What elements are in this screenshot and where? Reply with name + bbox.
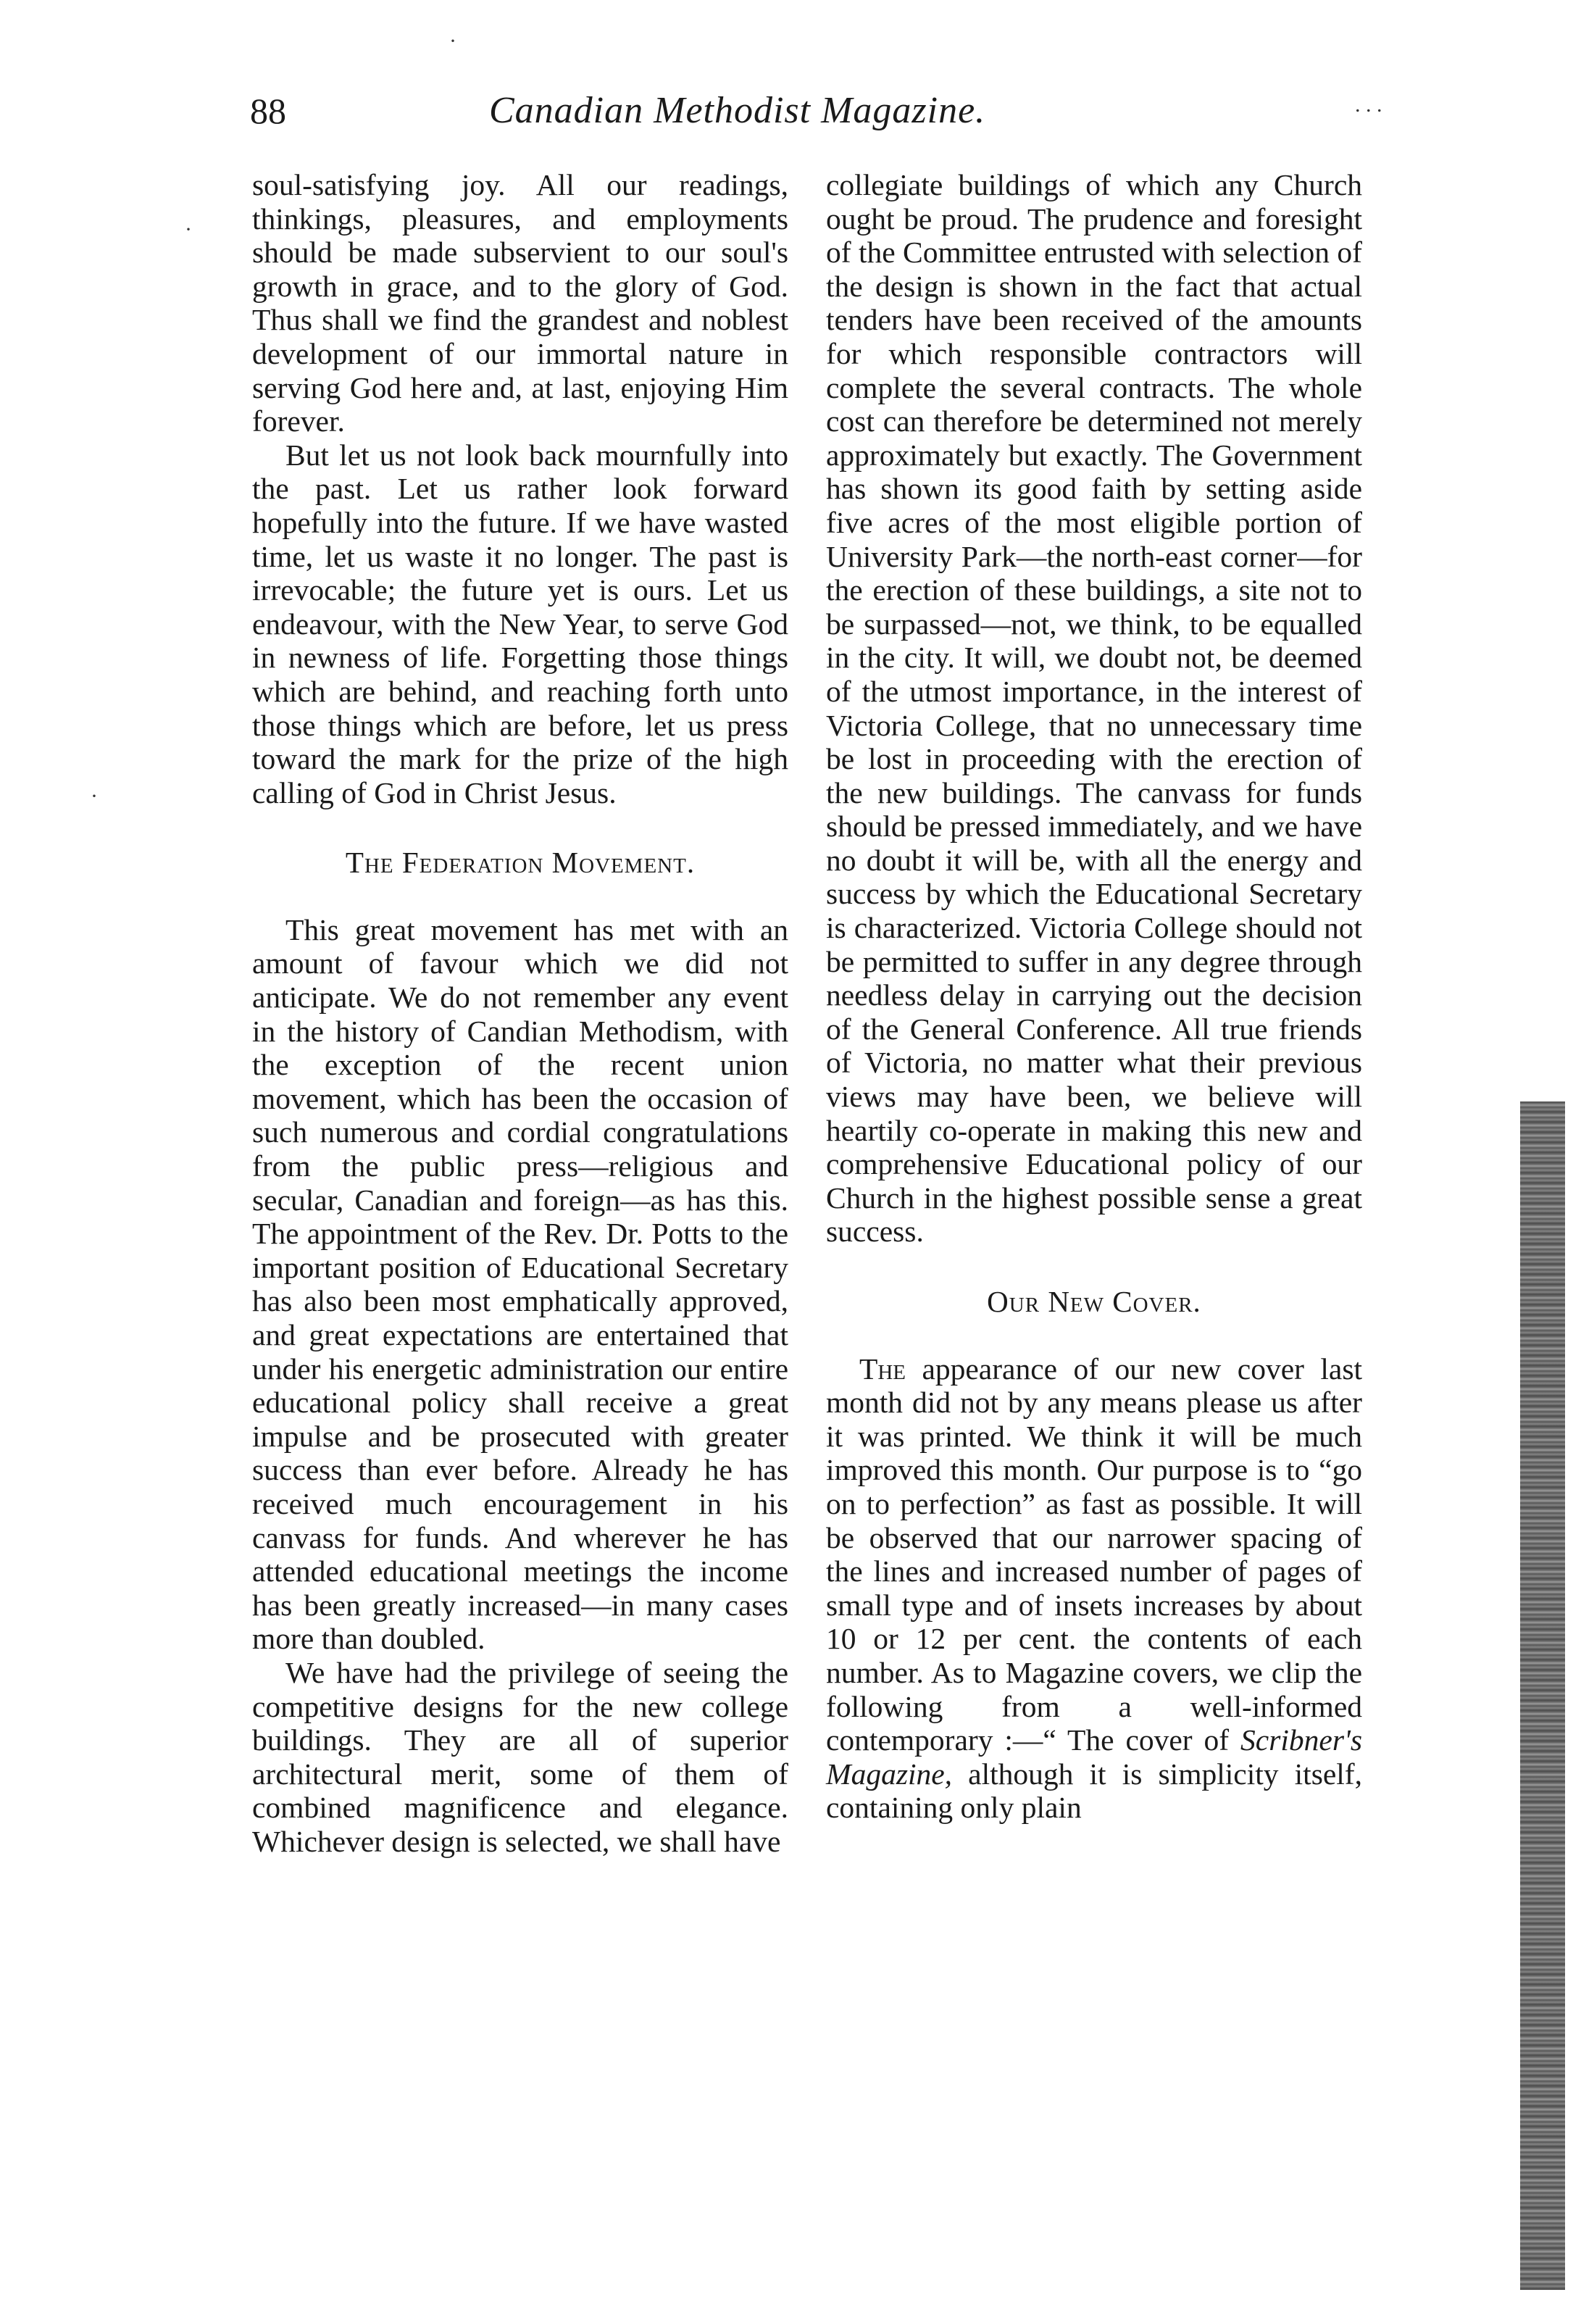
section-gap <box>252 880 788 913</box>
section-gap <box>826 1319 1362 1352</box>
running-head <box>250 86 1377 136</box>
paragraph-soul-satisfying: soul-satisfying joy. All our readings, thinkings, pleasures, and employments should be made subservient to our soul's growth in grace, and to the glory of God. Thus shall we find the grandest and noblest development of our immortal nature in serving God here and, at last, enjoying Him forever. <box>252 168 788 438</box>
section-gap <box>826 1249 1362 1285</box>
magazine-title-italic: Scribner's Magazine, <box>826 1723 1362 1791</box>
scan-speck: · <box>449 29 456 53</box>
paragraph-new-cover <box>826 1352 1362 1825</box>
scan-speck: . . . <box>1355 93 1382 117</box>
paragraph-new-cover-tail: although it is simplicity itself, containing only plain <box>826 1757 1362 1825</box>
paragraph-competitive-designs: We have had the privilege of seeing the competitive designs for the new college buildings. They are all of superior architectural merit, some of them of combined magnificence and elegance. Whichever design is selected, we shall have <box>252 1655 788 1858</box>
scan-speck: · <box>185 217 192 241</box>
paragraph-look-forward: But let us not look back mournfully into the past. Let us rather look forward hopefully into the future. If we have wasted time, let us waste it no longer. The past is irrevocable; the future yet is ours. Let us endeavour, with the New Year, to serve God in newness of life. Forgetting those things which are behind, and reaching forth unto those things which are before, let us press toward the mark for the prize of the high calling of God in Christ Jesus. <box>252 438 788 809</box>
heading-our-new-cover: Our New Cover. <box>987 1285 1201 1318</box>
paragraph-federation: This great movement has met with an amount of favour which we did not anticipate. We do not remember any event in the history of Candian Methodism, with the exception of the recent union movement, which has been the occasion of such numerous and cordial congratulations from the public press—religious and secular, Canadian and foreign—as has this. The appointment of the Rev. Dr. Potts to the important position of Educational Secretary has also been most emphatically approved, and great expectations are entertained that under his energetic administration our entire educational policy shall receive a great impulse and be prosecuted with greater success than ever before. Already he has received much encouragement in his canvass for funds. And wherever he has attended educational meetings the income has been greatly increased—in many cases more than doubled. <box>252 912 788 1656</box>
paragraph-lead-word: The <box>859 1351 906 1386</box>
page-number: 88 <box>250 91 286 131</box>
scan-speck: · <box>91 784 98 808</box>
journal-title: Canadian Methodist Magazine. <box>489 90 986 131</box>
paragraph-new-cover-text: appearance of our new cover last month did not by any means please us after it was printed. We think it will be much improved this month. Our purpose is to “go on to perfection” as fast as possible. It will be observed that our narrower spacing of the lines and increased number of pages of small type and of insets increases by about 10 or 12 per cent. the contents of each number. As to Magazine covers, we clip the following from a well-informed contemporary :—“ The cover of <box>826 1351 1362 1757</box>
left-column <box>252 168 788 1859</box>
heading-federation-movement: The Federation Movement. <box>345 846 696 880</box>
right-column <box>826 168 1362 1825</box>
page-edge-scan-shadow <box>1520 1101 1565 2290</box>
section-gap <box>252 809 788 846</box>
paragraph-collegiate-buildings: collegiate buildings of which any Church ought be proud. The prudence and foresight of the Committee entrusted with selection of the design is shown in the fact that actual tenders have been received of the amounts for which responsible contractors will complete the several contracts. The whole cost can therefore be determined not merely approximately but exactly. The Government has shown its good faith by setting aside five acres of the most eligible portion of University Park—the north-east corner—for the erection of these buildings, a site not to be surpassed—not, we think, to be equalled in the city. It will, we doubt not, be deemed of the utmost importance, in the interest of Victoria College, that no unnecessary time be lost in proceeding with the erection of the new buildings. The canvass for funds should be pressed immediately, and we have no doubt it will be, with all the energy and success by which the Educational Secretary is characterized. Victoria College should not be permitted to suffer in any degree through needless delay in carrying out the decision of the General Conference. All true friends of Victoria, no matter what their previous views may have been, we believe will heartily co-operate in making this new and comprehensive Educational policy of our Church in the highest possible sense a great success. <box>826 168 1362 1249</box>
